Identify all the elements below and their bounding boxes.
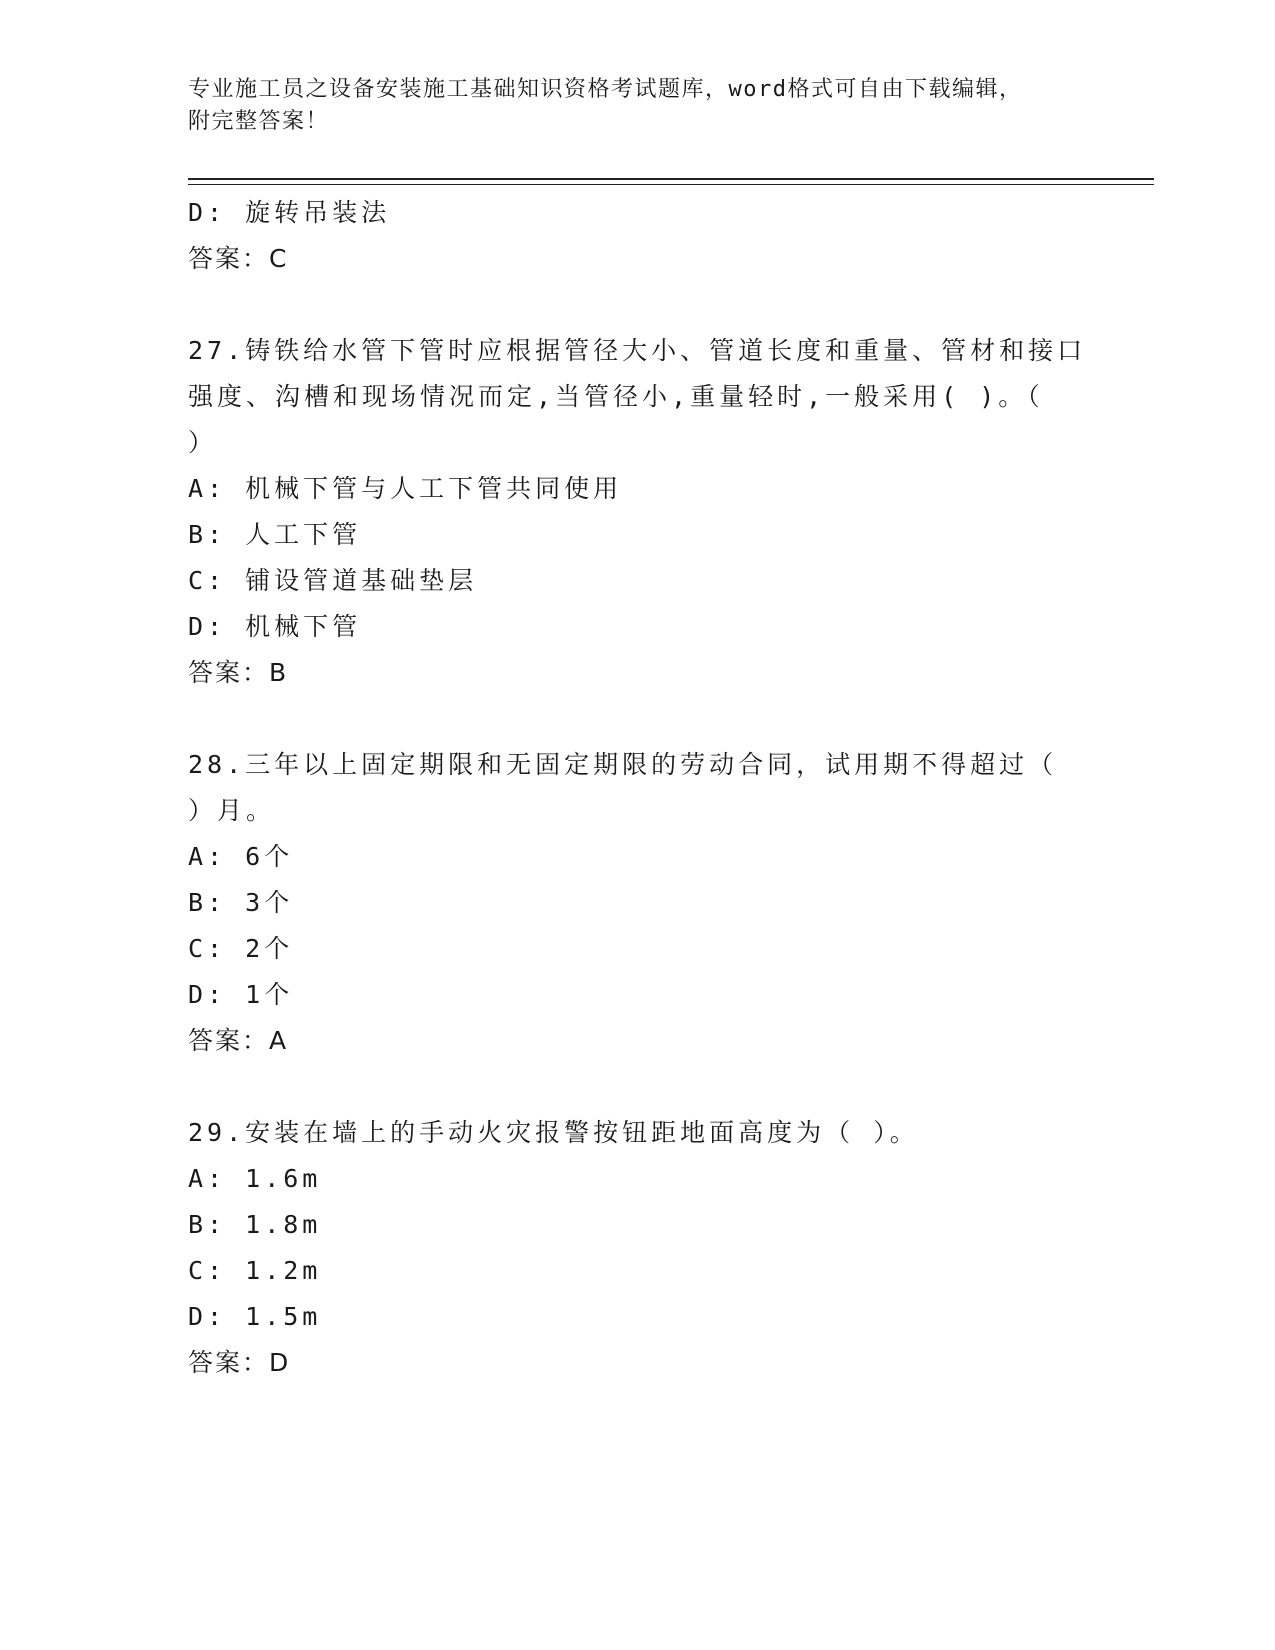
option-a: A: 6个 xyxy=(188,842,294,871)
option-c: C: 铺设管道基础垫层 xyxy=(188,566,478,595)
spacer xyxy=(188,1064,1088,1110)
header-line-2: 附完整答案！ xyxy=(188,109,330,134)
option-d: D: 1.5m xyxy=(188,1302,322,1331)
question-text-line-3: ） xyxy=(188,428,218,457)
option-b: B: 人工下管 xyxy=(188,520,362,549)
option-c: C: 1.2m xyxy=(188,1256,322,1285)
option-a: A: 机械下管与人工下管共同使用 xyxy=(188,474,623,503)
option-a: A: 1.6m xyxy=(188,1164,322,1193)
header-divider-thin xyxy=(188,184,1154,185)
option-d: D: 机械下管 xyxy=(188,612,362,641)
spacer xyxy=(188,696,1088,742)
answer-line: 答案：B xyxy=(188,658,289,687)
option-d: D: 旋转吊装法 xyxy=(188,198,391,227)
header-divider-thick xyxy=(188,178,1154,180)
spacer xyxy=(188,282,1088,328)
option-b: B: 3个 xyxy=(188,888,294,917)
option-c: C: 2个 xyxy=(188,934,294,963)
answer-line: 答案：C xyxy=(188,244,289,273)
answer-line: 答案：D xyxy=(188,1348,291,1377)
option-b: B: 1.8m xyxy=(188,1210,322,1239)
question-text-line-1: 28.三年以上固定期限和无固定期限的劳动合同，试用期不得超过（ xyxy=(188,750,1058,779)
answer-line: 答案：A xyxy=(188,1026,289,1055)
question-26-tail xyxy=(188,190,1088,282)
option-d: D: 1个 xyxy=(188,980,294,1009)
header-line-1: 专业施工员之设备安装施工基础知识资格考试题库，word格式可自由下载编辑， xyxy=(188,77,1023,102)
question-27 xyxy=(188,328,1088,696)
question-text-line-1: 29.安装在墙上的手动火灾报警按钮距地面高度为（ ）。 xyxy=(188,1118,919,1147)
question-text-line-1: 27.铸铁给水管下管时应根据管径大小、管道长度和重量、管材和接口 xyxy=(188,336,1087,365)
question-text-line-2: ）月。 xyxy=(188,796,276,825)
question-29 xyxy=(188,1110,1088,1386)
document-body xyxy=(188,190,1088,1386)
question-28 xyxy=(188,742,1088,1064)
page-header xyxy=(188,74,1068,138)
question-text-line-2: 强度、沟槽和现场情况而定,当管径小,重量轻时,一般采用( )。（ xyxy=(188,382,1044,411)
